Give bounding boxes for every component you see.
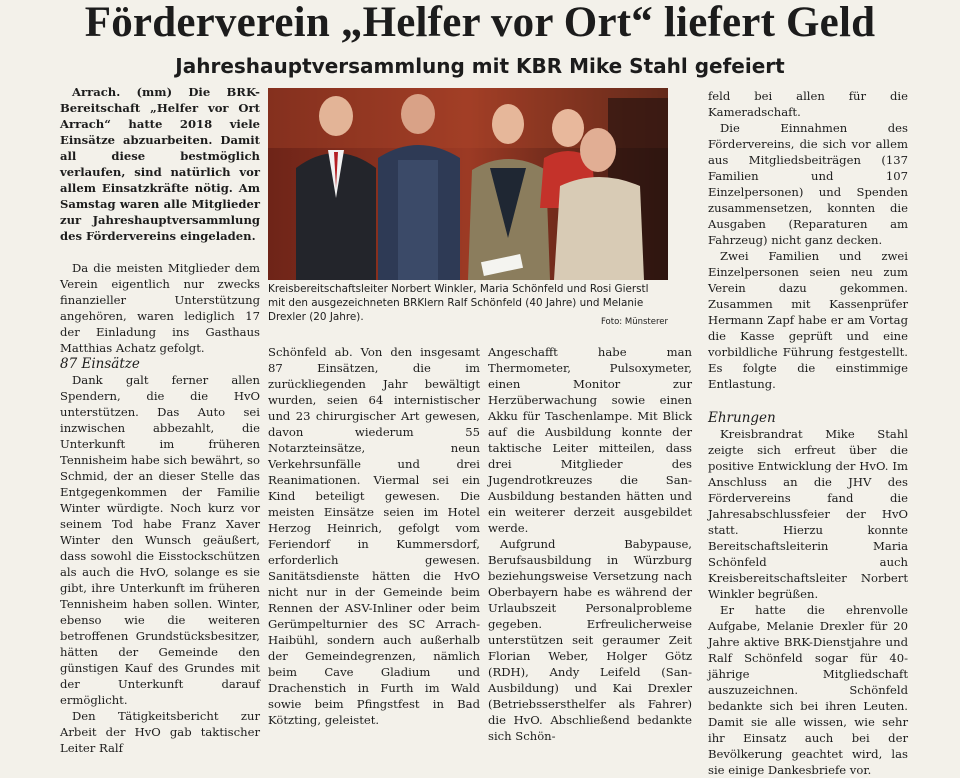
section-heading-ehrungen: Ehrungen	[708, 410, 776, 426]
paragraph: Aufgrund Babypause, Berufsausbildung in Würzburg beziehungsweise Versetzung nach Oberbayern habe es während der Urlaubszeit Personalprobleme gegeben. Erfreulicherweise unterstützen seit geraumer Zeit Florian Weber, Holger Götz (RDH), Andy Leifeld (San-Ausbildung) und Kai Drexler (Betriebssersthelfer als Fahrer) die HvO. Abschließend bedankte sich Schön-	[488, 537, 692, 743]
column-4	[708, 88, 908, 777]
column-2	[268, 344, 480, 727]
column-3	[488, 344, 692, 743]
headline: Förderverein „Helfer vor Ort“ liefert Geld	[84, 0, 876, 46]
paragraph: Schönfeld ab. Von den insgesamt 87 Einsätzen, die im zurückliegenden Jahr bewältigt wurden, seien 64 internistischer und 23 chirurgischer Art gewesen, davon wiederum 55 Notarzteinsätze, neun Verkehrsunfälle und drei Reanimationen. Viermal sei ein Kind beteiligt gewesen. Die meisten Einsätze seien im Hotel Herzog Heinrich, gefolgt vom Feriendorf in Kummersdorf, erforderlich gewesen. Sanitätsdienste hätten die HvO nicht nur in der Gemeinde beim Rennen der ASV-Inliner oder beim Gerümpelturnier des SC Arrach-Haibühl, sondern auch außerhalb der Gemeindegrenzen, nämlich beim Cave Gladium und Drachenstich in Furth im Wald sowie beim Pfingstfest in Bad Kötzting, geleistet.	[268, 345, 480, 727]
lead-paragraph: Arrach. (mm) Die BRK-Bereitschaft „Helfer vor Ort Arrach“ hatte 2018 viele Einsätze abzuarbeiten. Damit all diese bestmöglich verlaufen, sind natürlich vor allem Einsatzkräfte nötig. Am Samstag waren alle Mitglieder zur Jahreshauptversammlung des Fördervereins eingeladen.	[60, 85, 260, 243]
paragraph: Die Einnahmen des Fördervereins, die sich vor allem aus Mitgliedsbeiträgen (137 Familien und 107 Einzelpersonen) und Spenden zusammensetzen, konnten die Ausgaben (Reparaturen am Fahrzeug) nicht ganz decken.	[708, 121, 908, 247]
paragraph: Dank galt ferner allen Spendern, die die HvO unterstützen. Das Auto sei inzwischen abbezahlt, die Unterkunft im früheren Tennisheim habe sich bewährt, so Schmid, der an dieser Stelle das Entgegenkommen der Familie Winter würdigte. Noch kurz vor seinem Tod habe Franz Xaver Winter den Wunsch geäußert, dass sowohl die Eisstockschützen als auch die HvO, solange es sie gibt, ihre Unterkunft im früheren Tennisheim haben sollen. Winter, ebenso wie die weiteren betroffenen Grundstücksbesitzer, hätten der Gemeinde den günstigen Kauf des Grundes mit der Unterkunft darauf ermöglicht.	[60, 373, 260, 707]
photo-caption: Kreisbereitschaftsleiter Norbert Winkler, Maria Schönfeld und Rosi Gierstl mit den ausgezeichneten BRKlern Ralf Schönfeld (40 Jahre) und Melanie Drexler (20 Jahre).	[268, 283, 649, 323]
column-1	[60, 84, 260, 755]
paragraph: Da die meisten Mitglieder dem Verein eigentlich nur zwecks finanzieller Unterstützung angehören, waren lediglich 17 der Einladung ins Gasthaus Matthias Achatz gefolgt.	[60, 261, 260, 355]
paragraph: Angeschafft habe man Thermometer, Pulsoxymeter, einen Monitor zur Herzüberwachung sowie einen Akku für Taschenlampe. Mit Blick auf die Ausbildung konnte der taktische Leiter mitteilen, dass drei Mitglieder des Jugendrotkreuzes die San-Ausbildung bestanden hätten und ein weiterer derzeit ausgebildet werde.	[488, 345, 692, 535]
photo-credit: Foto: Münsterer	[600, 317, 668, 327]
subheadline: Jahreshauptversammlung mit KBR Mike Stahl gefeiert	[175, 54, 785, 78]
group-photo-illustration	[268, 88, 668, 280]
paragraph: Kreisbrandrat Mike Stahl zeigte sich erfreut über die positive Entwicklung der HvO. Im Anschluss an die JHV des Fördervereins fand die Jahresabschlussfeier der HvO statt. Hierzu konnte Bereitschaftsleiterin Maria Schönfeld auch Kreisbereitschaftsleiter Norbert Winkler begrüßen.	[708, 427, 908, 601]
paragraph: Zwei Familien und zwei Einzelpersonen seien neu zum Verein dazu gekommen. Zusammen mit Kassenprüfer Hermann Zapf habe er am Vortag die Kasse geprüft und eine vorbildliche Führung festgestellt. Es folgte die einstimmige Entlastung.	[708, 249, 908, 391]
section-heading-einsaetze: 87 Einsätze	[60, 356, 140, 372]
paragraph: feld bei allen für die Kameradschaft.	[708, 89, 908, 119]
article-photo	[268, 88, 668, 280]
paragraph: Den Tätigkeitsbericht zur Arbeit der HvO gab taktischer Leiter Ralf	[60, 709, 260, 755]
paragraph: Er hatte die ehrenvolle Aufgabe, Melanie Drexler für 20 Jahre aktive BRK-Dienstjahre und Ralf Schönfeld sogar für 40-jährige Mitgliedschaft auszuzeichnen. Schönfeld bedankte sich bei ihren Leuten. Damit sie alle wissen, wie sehr ihr Einsatz auch bei der Bevölkerung geachtet wird, las sie einige Dankesbriefe vor.	[708, 603, 908, 777]
